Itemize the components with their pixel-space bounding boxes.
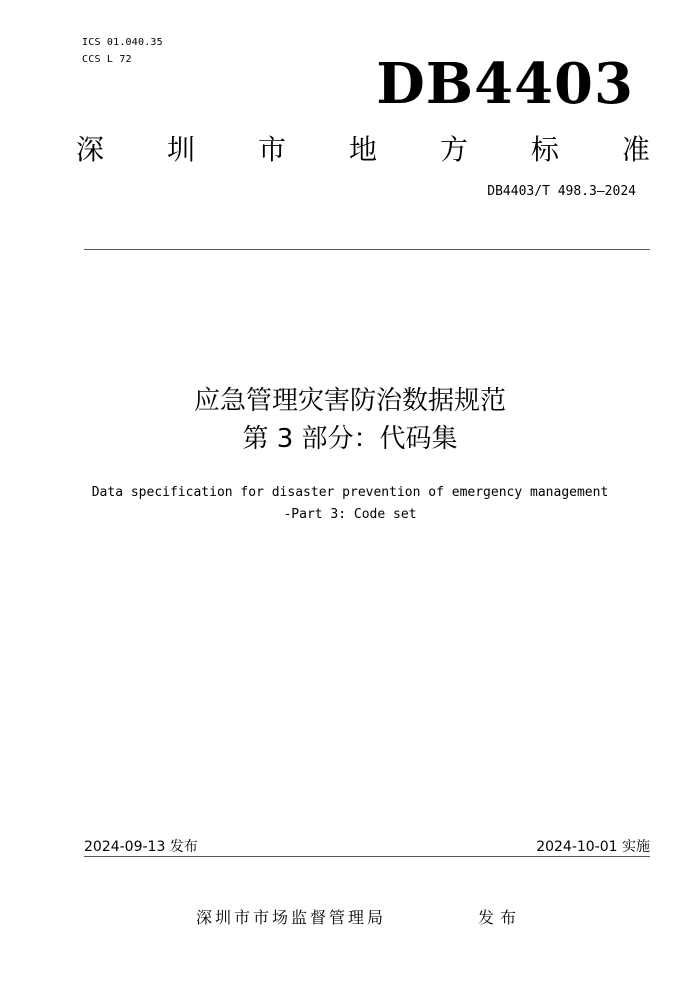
standard-type-char: 地	[348, 133, 377, 166]
document-title-en: Data specification for disaster prevention of emergency management	[91, 485, 609, 500]
ics-code: ICS 01.040.35	[82, 37, 163, 48]
standard-type-char: 市	[257, 133, 286, 166]
publisher: 深圳市市场监督管理局	[196, 908, 387, 927]
standard-code-logo: DB4403	[376, 51, 634, 117]
standard-type-char: 准	[621, 133, 650, 166]
document-subtitle-cn: 第 3 部分：代码集	[242, 424, 458, 454]
standard-type-char: 深	[76, 133, 105, 166]
header-divider	[84, 249, 650, 250]
ccs-code: CCS L 72	[82, 54, 132, 65]
document-subtitle-en: -Part 3: Code set	[283, 507, 417, 522]
footer-divider	[84, 856, 650, 857]
standard-type	[76, 133, 650, 166]
standard-number: DB4403/T 498.3—2024	[487, 184, 636, 199]
standard-type-char: 标	[530, 133, 559, 166]
publish-label: 发布	[478, 908, 523, 927]
issue-date: 2024-09-13 发布	[84, 839, 198, 855]
standard-type-char: 方	[439, 133, 468, 166]
implementation-date: 2024-10-01 实施	[536, 839, 650, 855]
standard-type-char: 圳	[166, 133, 195, 166]
document-title-cn: 应急管理灾害防治数据规范	[193, 386, 506, 416]
